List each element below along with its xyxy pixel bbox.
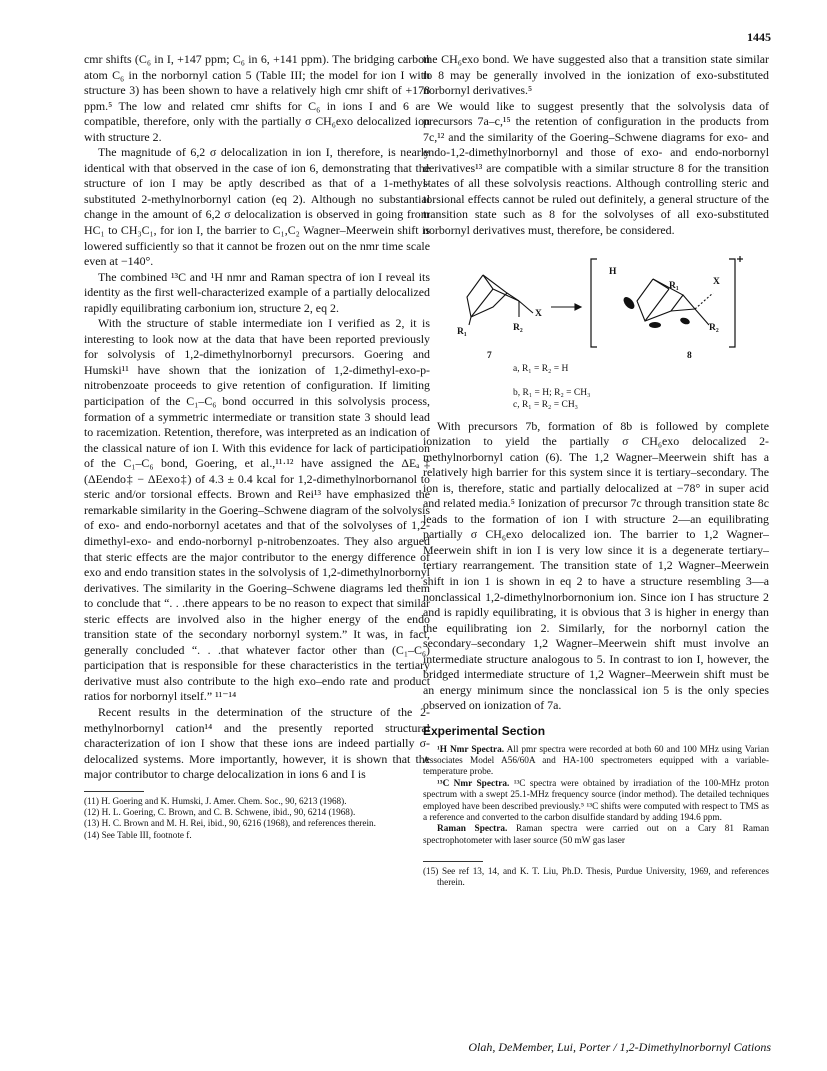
paragraph: We would like to suggest presently that the solvolysis data of precursors 7a–c,¹⁵ the retention of configuration in the products from 7c,¹² and the similarity of the Goering–Schwene diagrams for exo- and endo-1,2-dimethylnorbornyl and those of exo- and endo-norbornyl derivatives¹³ are compatible with a similar structure 8 for the transition states of all these solvolysis reactions. Although controlling steric and torsional effects cannot be ruled out definitely, a general structure of the transition state such as 8 for the solvolyses of all exo-substituted norbornyl derivatives must, therefore, be considered. <box>423 98 769 238</box>
substituent-legend <box>513 363 568 375</box>
footnote-divider <box>84 791 144 792</box>
experimental-item <box>423 824 769 847</box>
item-text: All pmr spectra were recorded at both 60 and 100 MHz using Varian Associates Model A56/60A and HA-100 spectrometers equipped with a variable-temperature probe. <box>423 744 770 778</box>
paragraph: The combined ¹³C and ¹H nmr and Raman spectra of ion I reveal its identity as the first well-characterized example of a partially delocalized rapidly equilibrating carbonium ion, structure 2, eq 2. <box>84 269 430 315</box>
h-label: H <box>609 266 617 277</box>
footnote: (14) See Table III, footnote f. <box>84 829 192 840</box>
left-column <box>84 52 430 841</box>
section-heading: Experimental Section <box>423 723 546 738</box>
reaction-scheme <box>423 245 769 385</box>
paragraph: With the structure of stable intermediate ion I verified as 2, it is interesting to look now at the data that have been reported previously for solvolysis of 1,2-dimethylnorbornyl precursors. Goering and Humski¹¹ have shown that the ionization of 1,2-dimethyl-exo-p-nitrobenzoate proceeds to give retention of configuration. If limiting participation of the C₁–C₆ bond occurred in this solvolysis process, formation of a symmetric intermediate or transition state 3 should lead to racemization. Retention, therefore, was interpreted as an indication of the classical nature of ion I. With this evidence for lack of participation of the C₁–C₆ bond, Goering, et al.,¹¹·¹² have assigned the ΔEₐ‡ (ΔEendo‡ − ΔEexo‡) of 4.3 ± 0.4 kcal for 1,2-dimethylnorbornanol to steric and/or torsional effects. Brown and Rei¹³ have emphasized the remarkable similarity in the Goering–Schwene diagram of the solvolysis of exo- and endo-norbornyl acetates and that of the solvolyses of 1,2-dimethyl-exo- and endo-norbornyl p-nitrobenzoates. They also argued that steric effects are the major contributor to the energy difference of exo and endo transition states in the solvolysis of 1,2-dimethylnorbornyl derivatives. The similarity in the Goering–Schwene diagrams led them to conclude that “. . .there appears to be no reason to expect that similar steric effects are involved also in the higher energy of the endo transition state of the secondary norbornyl system.” It was, in fact, generally concluded “. . .that whatever factor other than (C₁–C₆) participation that is responsible for these characteristics in the tertiary derivative must also contribute to the high exo–endo rate and product ratios for norbornyl itself.” ¹¹⁻¹⁴ <box>84 316 430 704</box>
footnote: (11) H. Goering and K. Humski, J. Amer. Chem. Soc., 90, 6213 (1968). <box>84 795 347 806</box>
x-label: X <box>713 276 720 287</box>
paragraph: Recent results in the determination of the structure of the 2-methylnorbornyl cation¹⁴ and the presently reported structural characterization of ion I show that these ions are indeed partially σ-delocalized systems. More importantly, however, it is shown that the major contributor to charge delocalization in ions 6 and I is <box>84 704 430 782</box>
legend-item: c, R₁ = R₂ = CH₃ <box>513 399 578 410</box>
experimental-item <box>423 745 769 779</box>
legend-item: b, R₁ = H; R₂ = CH₃ <box>513 387 591 398</box>
scheme-drawing <box>423 245 769 385</box>
item-text: ¹³C spectra were obtained by irradiation of the 100-MHz proton spectrum with a swept 25.1-MHz frequency source (indor method). The detailed techniques employed have been described previously.⁵ ¹³C shifts were computed with respect to TMS as a reference and converted to the carbon disulfide standard by adding 194.6 ppm. <box>423 778 769 823</box>
experimental-item <box>423 779 769 825</box>
item-heading: ¹³C Nmr Spectra. <box>437 778 510 789</box>
paragraph: The magnitude of 6,2 σ delocalization in ion I, therefore, is nearly identical with that observed in the case of ion 6, demonstrating that the structure of ion I may be aptly described as that of a 1-methyl-substituted 2-methylnorbornyl cation (eq 2). Although no substantial change in the amount of 6,2 σ delocalization is observed in going from HC₁ to CH₃C₁, for ion I, the barrier to C₁,C₂ Wagner–Meerwein shift is lowered sufficiently so that it cannot be frozen out on the nmr time scale even at −140°. <box>84 145 430 269</box>
item-heading: Raman Spectra. <box>437 824 508 835</box>
footnote: (13) H. C. Brown and M. H. Rei, ibid., 90, 6216 (1968), and references therein. <box>84 818 376 829</box>
x-label: X <box>535 308 542 319</box>
running-footer: Olah, DeMember, Lui, Porter / 1,2-Dimethylnorbornyl Cations <box>468 1040 771 1054</box>
compound-7-label: 7 <box>487 350 492 361</box>
right-column <box>423 52 769 889</box>
r1-label: R₁ <box>669 280 679 291</box>
r2-label: R₂ <box>513 322 523 333</box>
footnote: (15) See ref 13, 14, and K. T. Liu, Ph.D. Thesis, Purdue University, 1969, and references therein. <box>423 866 769 888</box>
paragraph: With precursors 7b, formation of 8b is followed by complete ionization to yield the partially σ CH₆exo delocalized 2-methylnorbornyl cation (6). The 1,2 Wagner–Meerwein shift has a relatively high barrier for this system since it is tertiary–secondary. The ion is, therefore, static and partially delocalized at −78° in super acid and related media.⁵ Ionization of precursor 7c through transition state 8c leads to the formation of ion I with structure 2—an equilibrating partially σ CH₆exo delocalized ion. The barrier to 1,2 Wagner–Meerwein shift in ion I is very low since it is a degenerate tertiary–tertiary rearrangement. The transition state of 1,2 Wagner–Meerwein shift in ion 1 is shown in eq 2 to have a structure resembling 3—a nonclassical 1,2-dimethylnorbornonium ion. Since ion I has structure 2 and is rapidly equilibrating, it is obvious that 3 is higher in energy than the equilibrating ion 2. Similarly, for the norbornyl cation the secondary–secondary 1,2 Wagner–Meerwein shift must involve an intermediate structure analogous to 5. In contrast to ion I, however, the bridged intermediate structure of 1,2 Wagner–Meerwein shift must be an energy minimum since the nonclassical ion 5 is the only species observed on ionization of 7a. <box>423 418 769 713</box>
paragraph: the CH₆exo bond. We have suggested also that a transition state similar to 8 may be generally involved in the ionization of exo-substituted norbornyl derivatives.⁵ <box>423 52 769 98</box>
r1-label: R₁ <box>457 326 467 337</box>
paragraph: cmr shifts (C₆ in I, +147 ppm; C₆ in 6, +141 ppm). The bridging carbon atom C₆ in the norbornyl cation 5 (Table III; the model for ion I with structure 3) has been shown to have a relatively high cmr shift of +178 ppm.⁵ The low and related cmr shifts for C₆ in ions I and 6 are compatible, therefore, only with the partially σ CH₆exo delocalized ion with structure 2. <box>84 52 430 144</box>
page-number: 1445 <box>747 30 771 44</box>
footnote: (12) H. L. Goering, C. Brown, and C. B. Schwene, ibid., 90, 6214 (1968). <box>84 807 356 817</box>
substituent-legend-more <box>513 387 769 411</box>
legend-item: a, R₁ = R₂ = H <box>513 363 569 374</box>
item-heading: ¹H Nmr Spectra. <box>437 744 505 755</box>
r2-label: R₂ <box>709 322 719 333</box>
footnote-divider <box>423 861 483 862</box>
compound-8-label: 8 <box>687 350 692 361</box>
item-text: Raman spectra were carried out on a Cary 81 Raman spectrophotometer with laser source (50 mW gas laser <box>423 824 769 846</box>
